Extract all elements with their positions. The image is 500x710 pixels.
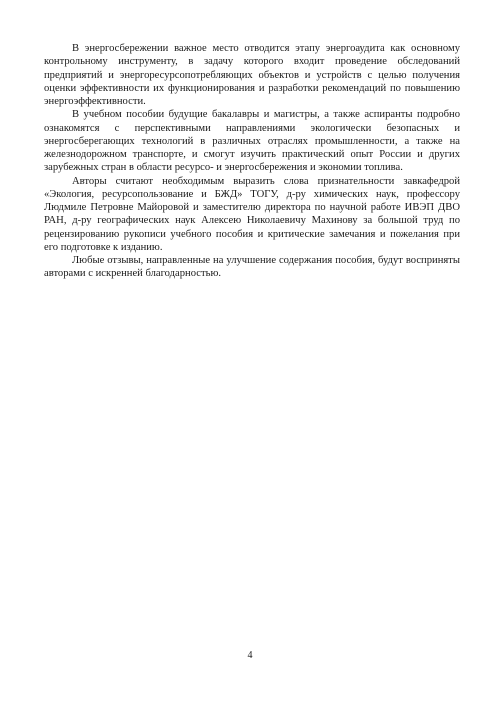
paragraph-study-guide: В учебном пособии будущие бакалавры и магистры, а также аспиранты подробно ознакомятся с перспективными направлениями экологически безопасных и энергосберегающих технологий в различных отраслях промышленности, а также на железнодорожном транспорте, и смогут изучить практический опыт России и других зарубежных стран в области ресурсо- и энергосбережения и экономии топлива.: [44, 109, 460, 174]
paragraph-feedback: Любые отзывы, направленные на улучшение содержания пособия, будут восприняты авторами с искренней благодарностью.: [44, 255, 460, 280]
page-number: 4: [247, 650, 253, 661]
paragraph-acknowledgements: Авторы считают необходимым выразить слова признательности завкафедрой «Экология, ресурсопользование и БЖД» ТОГУ, д-ру химических наук, профессору Людмиле Петровне Майоровой и заместителю директора по научной работе ИВЭП ДВО РАН, д-ру географических наук Алексею Николаевичу Махинову за большой труд по рецензированию рукописи учебного пособия и критические замечания и пожелания при его подготовке к изданию.: [44, 175, 460, 253]
paragraph-energy-audit: В энергосбережении важное место отводится этапу энергоаудита как основному контрольному инструменту, в задачу которого входит проведение обследований предприятий и энергоресурсопотребляющих объектов и устройств с целью получения оценки эффективности их функционирования и разработки рекомендаций по повышению энергоэффективности.: [44, 43, 460, 107]
body-text: [44, 42, 460, 281]
